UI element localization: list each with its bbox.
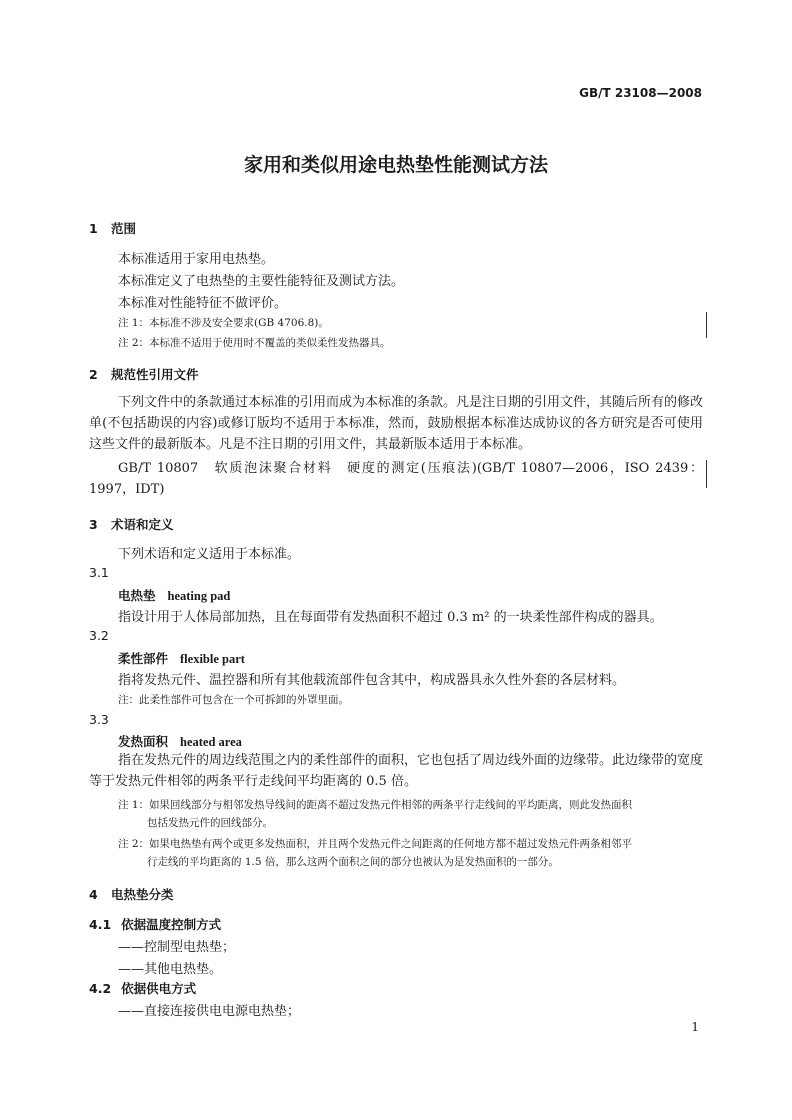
term-cn: 柔性部件 [118,651,169,666]
section-title: 范围 [111,221,137,236]
note-continuation: 包括发热元件的回线部分。 [147,817,273,829]
list-item: ——直接连接供电电源电热垫； [118,1004,301,1019]
subsection-title: 依据供电方式 [121,981,197,996]
term-en: heated area [180,735,242,749]
note-continuation: 行走线的平均距离的 1.5 倍，那么这两个面积之间的部分也被认为是发热面积的一部分。 [147,856,559,868]
normative-references-paragraph: 下列文件中的条款通过本标准的引用而成为本标准的条款。凡是注日期的引用文件，其随后所有的修改单(不包括勘误的内容)或修订版均不适用于本标准，然而，鼓励根据本标准达成协议的各方研究是否可使用这些文件的最新版本。凡是不注日期的引用文件，其最新版本适用于本标准。 [89,395,704,452]
terms-intro: 下列术语和定义适用于本标准。 [118,547,301,562]
term-cn: 发热面积 [118,734,169,749]
standard-number: GB/T 23108—2008 [579,86,702,100]
scope-line: 本标准定义了电热垫的主要性能特征及测试方法。 [118,274,405,289]
subsection-number: 4.2 [89,981,112,996]
page-number: 1 [691,1020,699,1034]
reference-entry: GB/T 10807 软质泡沫聚合材料 硬度的测定(压痕法)(GB/T 10807—2006，ISO 2439：1997，IDT) [89,461,703,497]
subsection-number: 4.1 [89,917,112,932]
term-definition: 指在发热元件的周边线范围之内的柔性部件的面积，它也包括了周边线外面的边缘带。此边缘带的宽度等于发热元件相邻的两条平行走线间平均距离的 0.5 倍。 [89,753,704,789]
subsection-title: 依据温度控制方式 [121,917,222,932]
clause-number: 3.1 [89,565,109,580]
revision-bar [706,460,707,488]
clause-number: 3.3 [89,712,109,727]
section-title: 术语和定义 [111,517,174,532]
term-definition: 指设计用于人体局部加热，且在每面带有发热面积不超过 0.3 m² 的一块柔性部件构成的器具。 [118,610,663,625]
section-number: 2 [89,367,98,382]
note: 注 2：如果电热垫有两个或更多发热面积，并且两个发热元件之间距离的任何地方都不超过发热元件两条相邻平 [118,838,633,850]
note: 注 1：本标准不涉及安全要求(GB 4706.8)。 [118,317,329,329]
term-en: heating pad [167,589,231,603]
list-item: ——控制型电热垫； [118,940,236,955]
section-1-heading [89,219,136,237]
section-number: 3 [89,517,98,532]
subsection-4-1-heading [89,915,221,933]
subsection-4-2-heading [89,979,196,997]
revision-bar [706,312,707,338]
list-item: ——其他电热垫。 [118,962,223,977]
section-title: 电热垫分类 [111,887,174,902]
section-number: 4 [89,887,98,902]
term-cn: 电热垫 [118,588,156,603]
section-title: 规范性引用文件 [111,367,199,382]
term-heading [118,732,242,750]
scope-line: 本标准适用于家用电热垫。 [118,252,275,267]
clause-number: 3.2 [89,628,109,643]
scope-line: 本标准对性能特征不做评价。 [118,296,288,311]
section-4-heading [89,885,174,903]
note: 注 2：本标准不适用于使用时不覆盖的类似柔性发热器具。 [118,337,391,349]
section-2-heading [89,365,199,383]
term-definition: 指将发热元件、温控器和所有其他载流部件包含其中，构成器具永久性外套的各层材料。 [118,673,626,688]
note: 注：此柔性部件可包含在一个可拆卸的外罩里面。 [118,694,349,706]
note: 注 1：如果回线部分与相邻发热导线间的距离不超过发热元件相邻的两条平行走线间的平均距离，则此发热面积 [118,799,633,811]
section-3-heading [89,515,174,533]
term-heading [118,586,230,604]
section-number: 1 [89,221,98,236]
term-en: flexible part [180,652,245,666]
term-heading [118,649,245,667]
page-title: 家用和类似用途电热垫性能测试方法 [243,154,548,176]
